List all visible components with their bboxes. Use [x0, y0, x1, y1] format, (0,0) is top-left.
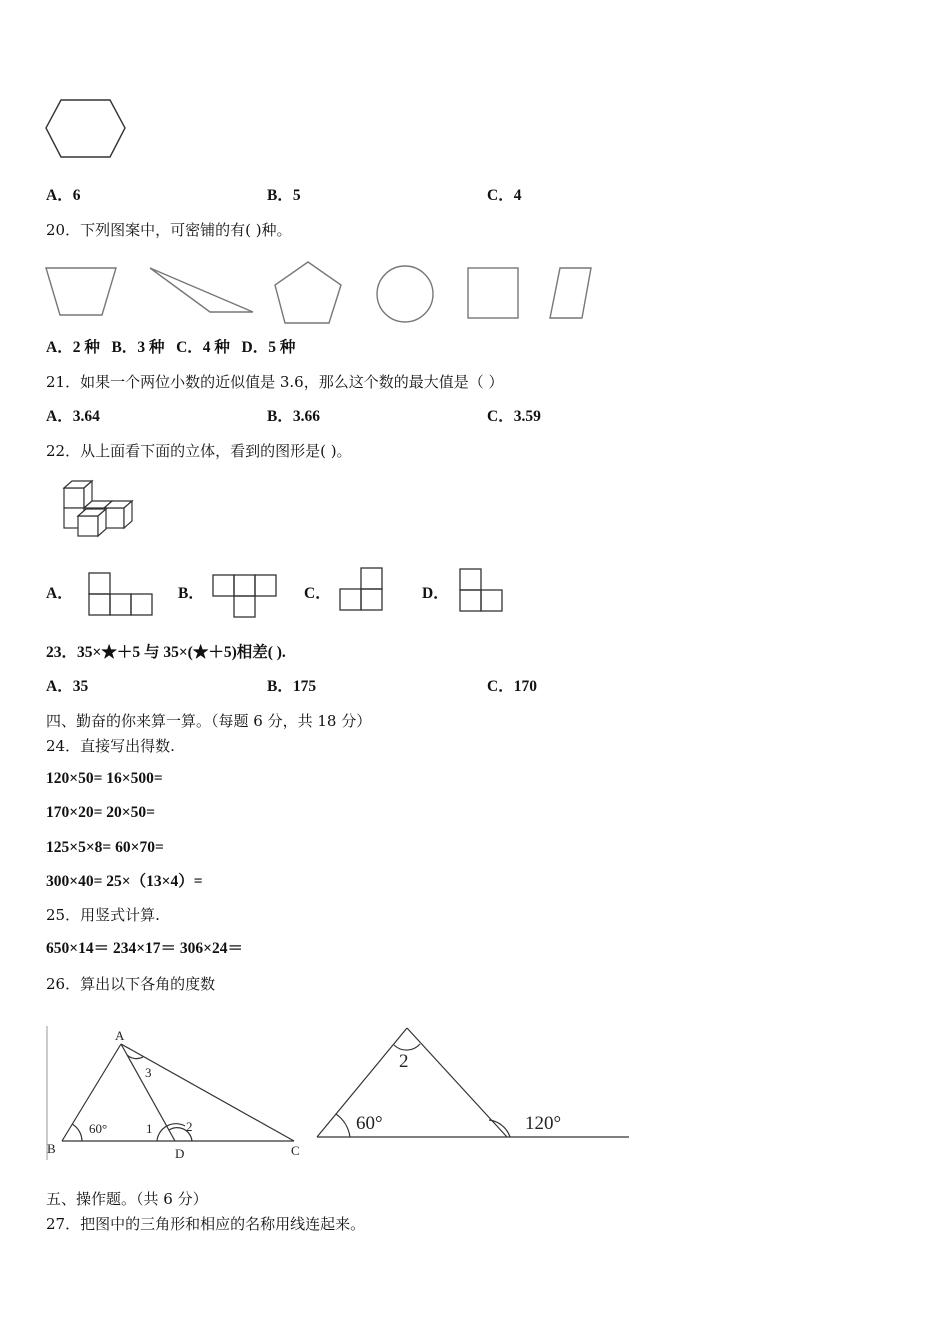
angle-120-label: 120°	[525, 1113, 562, 1134]
q22-stem: 22．从上面看下面的立体，看到的图形是( )。	[46, 442, 352, 460]
hexagon-figure	[44, 98, 128, 160]
angle-2-label: 2	[186, 1119, 193, 1134]
q26-triangle-figure-2	[314, 1018, 634, 1142]
label-c: C	[291, 1143, 300, 1158]
q23-option-c: C．170	[487, 678, 537, 695]
q25-line: 650×14＝ 234×17＝ 306×24＝	[46, 940, 243, 957]
q26-stem: 26．算出以下各角的度数	[46, 975, 216, 993]
q22-option-b: B．	[178, 585, 204, 602]
pentagon-shape	[275, 262, 341, 323]
q23-option-b: B．175	[267, 678, 317, 695]
label-d: D	[175, 1146, 185, 1161]
q21-option-b: B．3.66	[267, 408, 320, 425]
q20-stem: 20．下列图案中，可密铺的有( )种。	[46, 221, 292, 239]
q20-shapes	[40, 258, 600, 330]
trapezoid-shape	[46, 268, 116, 315]
q21-option-c: C．3.59	[487, 408, 541, 425]
q24-line-1: 120×50= 16×500=	[46, 770, 163, 787]
q24-line-3: 125×5×8= 60×70=	[46, 839, 164, 856]
q19-option-c: C．4	[487, 187, 522, 204]
q23-option-a: A．35	[46, 678, 89, 695]
angle-3-label: 3	[145, 1065, 152, 1080]
q19-option-b: B．5	[267, 187, 301, 204]
label-a: A	[115, 1028, 125, 1043]
q22-option-d-figure	[459, 568, 505, 614]
angle-1-label: 1	[146, 1121, 153, 1136]
q20-options: A．2 种 B．3 种 C．4 种 D．5 种	[46, 339, 296, 356]
angle-b-label: 60°	[89, 1121, 108, 1136]
q22-option-a-figure	[88, 571, 154, 617]
cube-solid-figure	[58, 478, 138, 542]
q21-stem: 21．如果一个两位小数的近似值是 3.6，那么这个数的最大值是（ ）	[46, 373, 504, 391]
square-shape	[468, 268, 518, 318]
q22-option-c-figure	[339, 567, 385, 613]
q21-option-a: A．3.64	[46, 408, 100, 425]
q26-triangle-figure-1	[44, 1024, 314, 1164]
q24-stem: 24．直接写出得数.	[46, 737, 175, 755]
angle-60-label: 60°	[356, 1113, 383, 1134]
label-b: B	[47, 1141, 56, 1156]
circle-shape	[377, 266, 433, 322]
q24-line-4: 300×40= 25×（13×4）=	[46, 873, 203, 890]
q27-stem: 27．把图中的三角形和相应的名称用线连起来。	[46, 1215, 366, 1233]
q22-option-d: D．	[422, 585, 449, 602]
q22-option-a: A．	[46, 585, 73, 602]
q24-line-2: 170×20= 20×50=	[46, 804, 155, 821]
section-5-heading: 五、操作题。（共 6 分）	[46, 1190, 208, 1208]
q19-option-a: A．6	[46, 187, 81, 204]
triangle-shape	[150, 268, 253, 312]
q22-option-c: C．	[304, 585, 331, 602]
q25-stem: 25．用竖式计算.	[46, 906, 160, 924]
section-4-heading: 四、勤奋的你来算一算。（每题 6 分，共 18 分）	[46, 712, 372, 730]
q23-stem: 23．35×★＋5 与 35×(★＋5)相差( ).	[46, 644, 286, 661]
angle-top-label: 2	[399, 1051, 409, 1072]
parallelogram-shape	[550, 268, 591, 318]
q22-option-b-figure	[212, 574, 278, 620]
